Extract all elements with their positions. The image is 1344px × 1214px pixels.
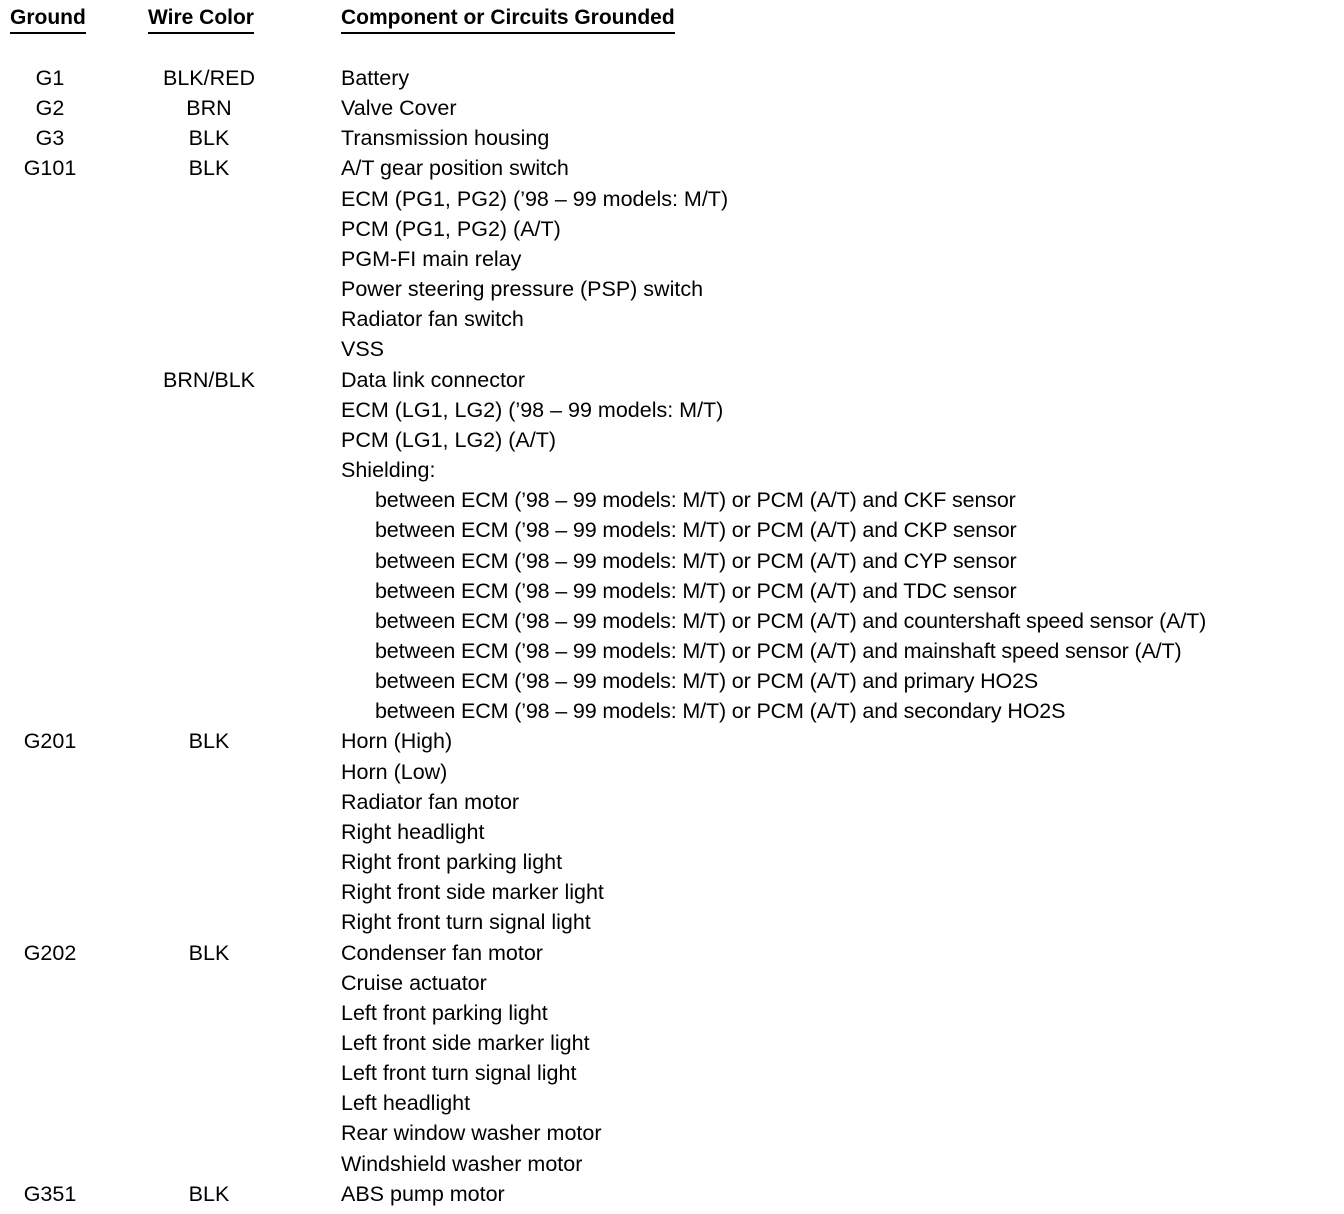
component-cell: Windshield washer motor <box>341 1151 583 1176</box>
component-cell: Radiator fan motor <box>341 789 520 814</box>
component-cell: Valve Cover <box>341 96 457 121</box>
ground-cell: G3 <box>35 126 65 151</box>
table-row <box>0 606 1344 636</box>
component-cell: Battery <box>341 66 410 90</box>
component-cell: ECM (LG1, LG2) (’98 – 99 models: M/T) <box>341 397 724 422</box>
component-cell: between ECM (’98 – 99 models: M/T) or PCM (A/T) and primary HO2S <box>375 669 1039 694</box>
table-row <box>0 395 1344 425</box>
component-cell: PCM (PG1, PG2) (A/T) <box>341 216 561 241</box>
table-row <box>0 334 1344 364</box>
wire-color-cell: BLK <box>188 126 230 151</box>
table-row <box>0 726 1344 756</box>
component-cell: between ECM (’98 – 99 models: M/T) or PCM (A/T) and countershaft speed sensor (A/T) <box>375 608 1207 633</box>
ground-cell: G2 <box>35 96 65 121</box>
table-row <box>0 696 1344 726</box>
table-row <box>0 1149 1344 1179</box>
table-row <box>0 123 1344 153</box>
table-row <box>0 847 1344 877</box>
table-row <box>0 907 1344 937</box>
table-row <box>0 666 1344 696</box>
component-cell: between ECM (’98 – 99 models: M/T) or PCM (A/T) and secondary HO2S <box>375 699 1066 724</box>
component-cell: Shielding: <box>341 458 436 483</box>
table-row <box>0 1058 1344 1088</box>
component-cell: Rear window washer motor <box>341 1121 602 1146</box>
table-row <box>0 244 1344 274</box>
ground-table <box>0 63 1344 1209</box>
table-row <box>0 63 1344 93</box>
table-row <box>0 515 1344 545</box>
table-row <box>0 485 1344 515</box>
component-cell: Horn (High) <box>341 729 453 754</box>
component-cell: between ECM (’98 – 99 models: M/T) or PCM (A/T) and CKF sensor <box>375 488 1016 513</box>
component-cell: Left front turn signal light <box>341 1061 577 1086</box>
table-row <box>0 214 1344 244</box>
wire-color-cell: BLK <box>188 1181 230 1206</box>
component-cell: Radiator fan switch <box>341 307 524 332</box>
component-cell: Right headlight <box>341 819 485 844</box>
component-cell: A/T gear position switch <box>341 156 569 181</box>
table-row <box>0 184 1344 214</box>
wire-color-cell: BLK/RED <box>162 66 255 90</box>
table-row <box>0 636 1344 666</box>
component-cell: VSS <box>341 337 385 362</box>
table-row <box>0 968 1344 998</box>
component-cell: Right front turn signal light <box>341 910 591 935</box>
component-cell: Left front parking light <box>341 1000 548 1025</box>
table-row <box>0 153 1344 183</box>
table-row <box>0 787 1344 817</box>
header-ground: Ground <box>10 5 86 34</box>
ground-cell: G201 <box>23 729 77 754</box>
table-row <box>0 304 1344 334</box>
header-wire-color: Wire Color <box>148 5 254 34</box>
table-row <box>0 998 1344 1028</box>
component-cell: Horn (Low) <box>341 759 448 784</box>
wire-color-cell: BRN <box>186 96 232 121</box>
table-row <box>0 1179 1344 1209</box>
table-row <box>0 1028 1344 1058</box>
component-cell: between ECM (’98 – 99 models: M/T) or PCM (A/T) and CYP sensor <box>375 548 1017 573</box>
component-cell: Transmission housing <box>341 126 550 151</box>
component-cell: Right front parking light <box>341 850 563 875</box>
table-row <box>0 1118 1344 1148</box>
component-cell: Condenser fan motor <box>341 940 543 965</box>
component-cell: Power steering pressure (PSP) switch <box>341 277 704 302</box>
wire-color-cell: BLK <box>188 940 230 965</box>
wire-color-cell: BLK <box>188 156 230 181</box>
component-cell: Right front side marker light <box>341 880 604 905</box>
table-row <box>0 877 1344 907</box>
header-component: Component or Circuits Grounded <box>341 5 675 34</box>
table-row <box>0 274 1344 304</box>
table-row <box>0 93 1344 123</box>
component-cell: ABS pump motor <box>341 1181 505 1206</box>
component-cell: Left front side marker light <box>341 1031 590 1055</box>
component-cell: between ECM (’98 – 99 models: M/T) or PCM (A/T) and TDC sensor <box>375 578 1017 603</box>
component-cell: Left headlight <box>341 1091 471 1116</box>
table-row <box>0 817 1344 847</box>
table-row <box>0 757 1344 787</box>
wire-color-cell: BRN/BLK <box>162 367 255 392</box>
table-row <box>0 938 1344 968</box>
component-cell: Cruise actuator <box>341 970 487 995</box>
ground-cell: G1 <box>35 66 65 90</box>
table-row <box>0 455 1344 485</box>
component-cell: Data link connector <box>341 367 526 392</box>
component-cell: ECM (PG1, PG2) (’98 – 99 models: M/T) <box>341 186 729 211</box>
table-row <box>0 1088 1344 1118</box>
ground-cell: G202 <box>23 940 77 965</box>
table-row <box>0 365 1344 395</box>
table-row <box>0 425 1344 455</box>
component-cell: PGM-FI main relay <box>341 246 522 271</box>
component-cell: between ECM (’98 – 99 models: M/T) or PCM (A/T) and mainshaft speed sensor (A/T) <box>375 638 1182 663</box>
component-cell: between ECM (’98 – 99 models: M/T) or PCM (A/T) and CKP sensor <box>375 518 1017 543</box>
component-cell: PCM (LG1, LG2) (A/T) <box>341 427 557 452</box>
wire-color-cell: BLK <box>188 729 230 754</box>
table-row <box>0 576 1344 606</box>
ground-cell: G101 <box>23 156 77 181</box>
ground-cell: G351 <box>23 1181 77 1206</box>
table-row <box>0 546 1344 576</box>
